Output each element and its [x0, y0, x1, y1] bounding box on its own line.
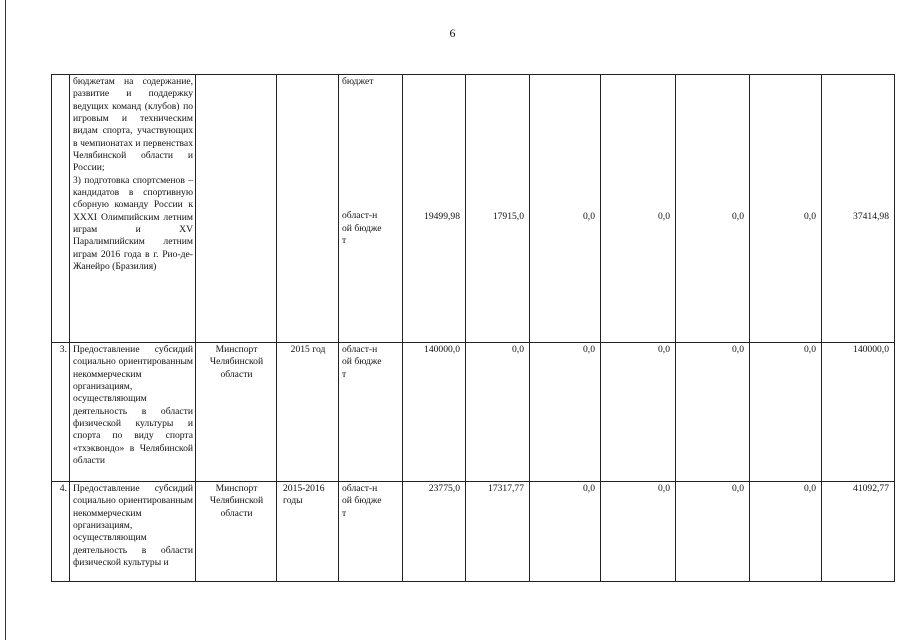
row-value-5-text: 0,0	[732, 211, 744, 222]
row-description-text: Предоставление субсидий социально ориентированным некоммерческим организациям, осуществляющим деятельность в области физической культуры и спорта по виду спорта «тхэквондо» в Челябинской области	[73, 344, 193, 467]
row-budget-cell	[339, 482, 403, 582]
table-row	[52, 482, 895, 582]
row-value-4	[601, 75, 676, 343]
row-value-5: 0,0	[676, 343, 750, 482]
row-value-2: 17317,77	[466, 482, 530, 582]
row-executor: Минспорт Челябинской области	[196, 343, 277, 482]
row-total: 41092,77	[822, 482, 895, 582]
row-executor	[196, 75, 277, 343]
row-value-1	[403, 75, 466, 343]
row-value-6-text: 0,0	[804, 211, 816, 222]
row-value-3-text: 0,0	[583, 211, 595, 222]
row-budget: област-ной бюджет	[342, 344, 382, 380]
row-value-5: 0,0	[676, 482, 750, 582]
row-period	[277, 75, 339, 343]
table-row	[52, 75, 895, 343]
row-value-5	[676, 75, 750, 343]
row-description-text: Предоставление субсидий социально ориентированным некоммерческим организациям, осуществляющим деятельность в области физической культуры и	[73, 483, 193, 569]
row-value-3: 0,0	[530, 343, 601, 482]
row-description	[70, 75, 196, 343]
row-budget-cell	[339, 343, 403, 482]
row-executor: Минспорт Челябинской области	[196, 482, 277, 582]
left-margin-rule	[5, 0, 6, 640]
row-value-1-text: 19499,98	[424, 211, 460, 222]
row-number: 4.	[52, 482, 70, 582]
row-number	[52, 75, 70, 343]
table-row	[52, 343, 895, 482]
row-value-6: 0,0	[750, 343, 822, 482]
row-period: 2015 год	[277, 343, 339, 482]
program-table	[51, 74, 895, 582]
row-value-4: 0,0	[601, 482, 676, 582]
row-value-6: 0,0	[750, 482, 822, 582]
row-value-4: 0,0	[601, 343, 676, 482]
row-description	[70, 482, 196, 582]
row-value-4-text: 0,0	[658, 211, 670, 222]
row-value-3	[530, 75, 601, 343]
row-value-3: 0,0	[530, 482, 601, 582]
row-total	[822, 75, 895, 343]
row-description	[70, 343, 196, 482]
row-budget: област-ной бюджет	[342, 483, 382, 519]
row-value-2-text: 17915,0	[492, 211, 524, 222]
row-value-6	[750, 75, 822, 343]
row-total: 140000,0	[822, 343, 895, 482]
row-value-2	[466, 75, 530, 343]
row-value-1: 140000,0	[403, 343, 466, 482]
row-value-1: 23775,0	[403, 482, 466, 582]
row-budget-cell	[339, 75, 403, 343]
row-budget-top: бюджет	[342, 76, 374, 87]
row-description-text: бюджетам на содержание, развитие и поддержку ведущих команд (клубов) по игровым и техническим видам спорта, участвующих в чемпионатах и первенствах Челябинской области и России; 3) подготовка спортсменов – кандидатов в спортивную сборную команду России к XXXI Олимпийским летним играм и XV Паралимпийским летним играм 2016 года в г. Рио-де-Жанейро (Бразилия)	[73, 76, 193, 273]
row-number: 3.	[52, 343, 70, 482]
page-number: 6	[449, 26, 456, 40]
row-budget: област-ной бюджет	[342, 210, 382, 247]
row-period: 2015-2016 годы	[277, 482, 339, 582]
row-value-2: 0,0	[466, 343, 530, 482]
row-total-text: 37414,98	[853, 211, 889, 222]
